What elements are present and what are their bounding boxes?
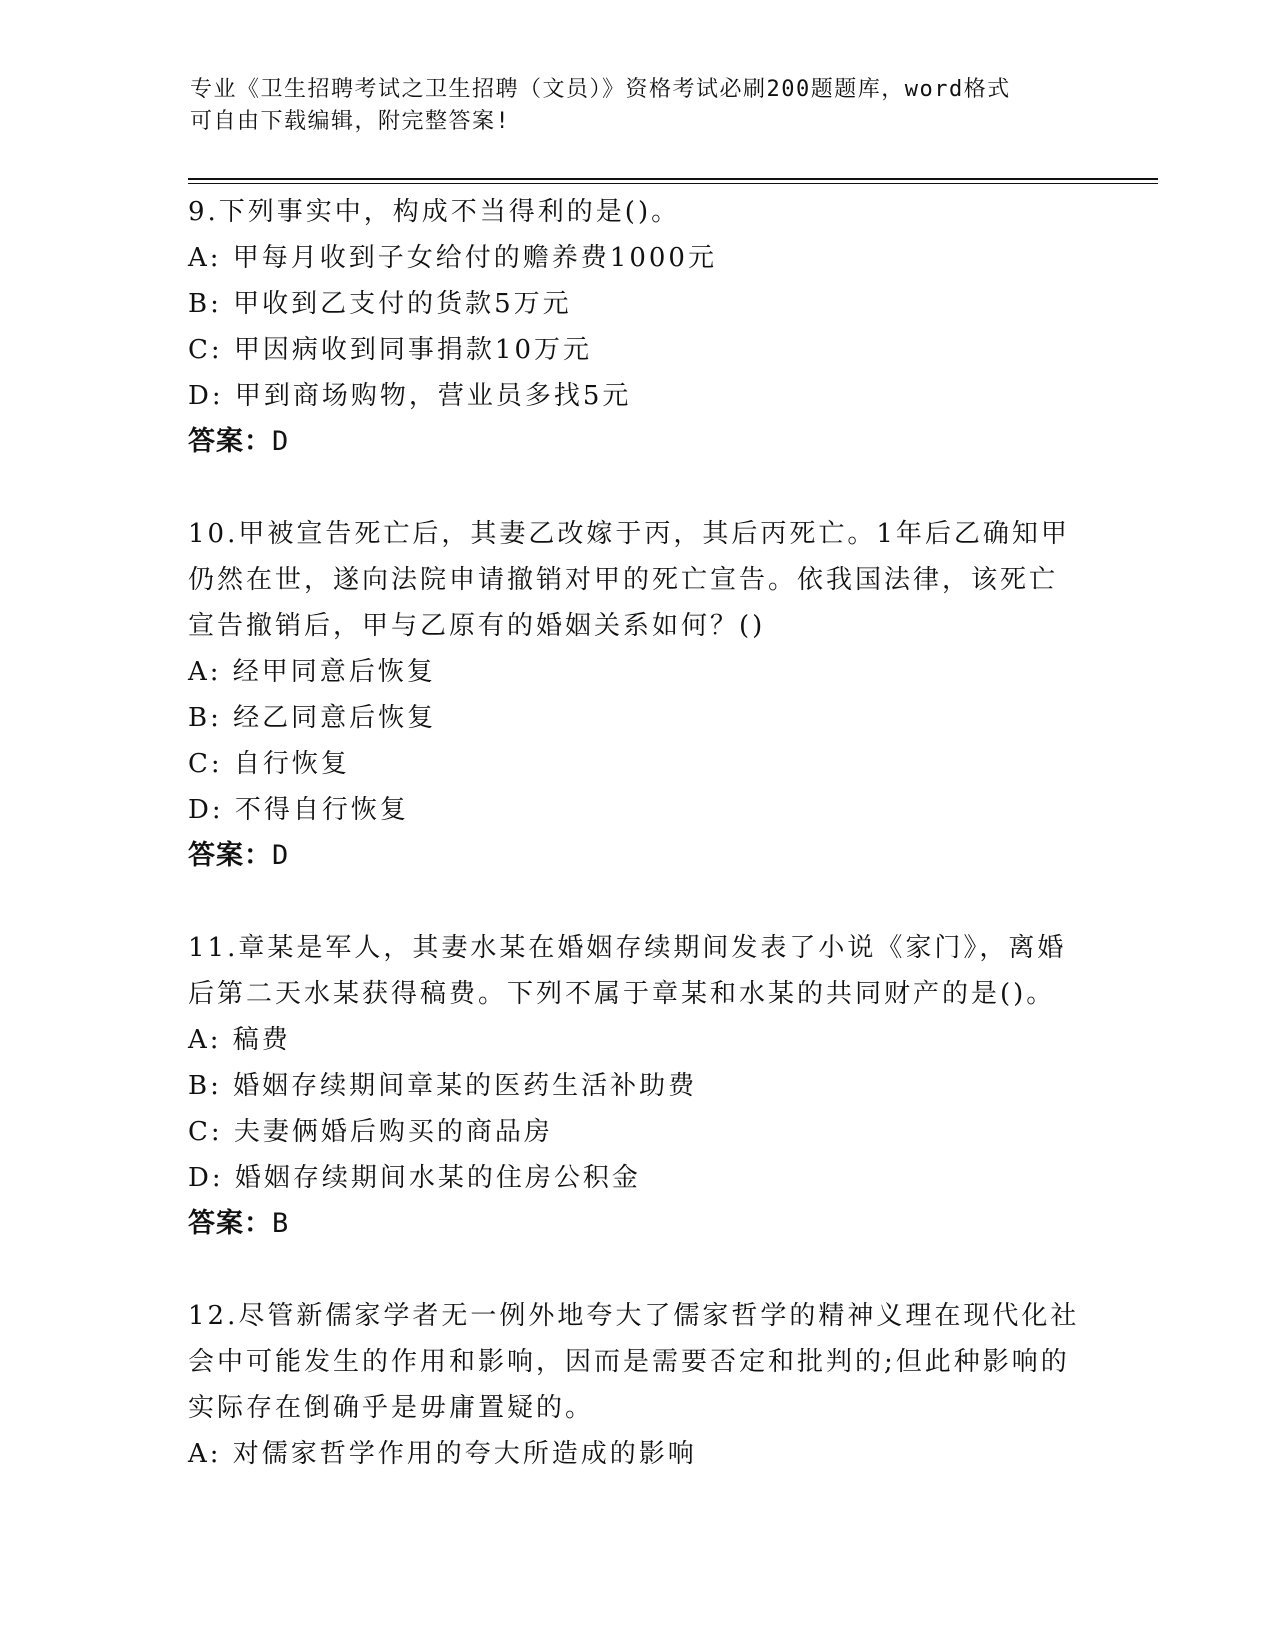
- question-text-line-2: 会中可能发生的作用和影响，因而是需要否定和批判的;但此种影响的: [188, 1347, 1070, 1377]
- document-header: [190, 74, 1090, 138]
- answer-line: [188, 833, 1088, 879]
- answer-label: 答案：: [188, 840, 272, 871]
- option-a: A: 稿费: [188, 1025, 291, 1055]
- question-text: 9.下列事实中，构成不当得利的是()。: [188, 197, 681, 227]
- header-divider-thin: [188, 183, 1158, 184]
- header-divider-thick: [188, 178, 1158, 180]
- option-a: A: 甲每月收到子女给付的赡养费1000元: [188, 243, 717, 273]
- option-d: D: 不得自行恢复: [188, 795, 409, 825]
- question-text-line-3: 实际存在倒确乎是毋庸置疑的。: [188, 1393, 595, 1423]
- question-text-line-1: 11.章某是军人，其妻水某在婚姻存续期间发表了小说《家门》，离婚: [188, 933, 1067, 963]
- option-c: C: 甲因病收到同事捐款10万元: [188, 335, 593, 365]
- option-b: B: 婚姻存续期间章某的医药生活补助费: [188, 1071, 698, 1101]
- answer-label: 答案：: [188, 1208, 272, 1239]
- answer-value: D: [272, 426, 290, 457]
- option-d: D: 甲到商场购物，营业员多找5元: [188, 381, 632, 411]
- answer-value: B: [272, 1208, 290, 1239]
- header-line-2: 可自由下载编辑，附完整答案!: [190, 109, 511, 134]
- option-d: D: 婚姻存续期间水某的住房公积金: [188, 1163, 641, 1193]
- question-text-line-2: 后第二天水某获得稿费。下列不属于章某和水某的共同财产的是()。: [188, 979, 1056, 1009]
- question-text-line-3: 宣告撤销后，甲与乙原有的婚姻关系如何？(): [188, 611, 766, 641]
- question-12: [188, 1293, 1088, 1477]
- option-a: A: 对儒家哲学作用的夸大所造成的影响: [188, 1439, 697, 1469]
- answer-line: [188, 1201, 1088, 1247]
- option-c: C: 夫妻俩婚后购买的商品房: [188, 1117, 553, 1147]
- header-line-1: 专业《卫生招聘考试之卫生招聘（文员）》资格考试必刷200题题库，word格式: [190, 77, 1011, 102]
- question-11: [188, 925, 1088, 1247]
- answer-line: [188, 419, 1088, 465]
- question-10: [188, 511, 1088, 879]
- option-b: B: 经乙同意后恢复: [188, 703, 437, 733]
- option-b: B: 甲收到乙支付的货款5万元: [188, 289, 572, 319]
- question-text-line-1: 10.甲被宣告死亡后，其妻乙改嫁于丙，其后丙死亡。1年后乙确知甲: [188, 519, 1070, 549]
- answer-value: D: [272, 840, 290, 871]
- question-9: [188, 189, 1088, 465]
- answer-label: 答案：: [188, 426, 272, 457]
- option-a: A: 经甲同意后恢复: [188, 657, 436, 687]
- option-c: C: 自行恢复: [188, 749, 350, 779]
- question-text-line-1: 12.尽管新儒家学者无一例外地夸大了儒家哲学的精神义理在现代化社: [188, 1301, 1080, 1331]
- question-list: [188, 189, 1088, 1523]
- question-text-line-2: 仍然在世，遂向法院申请撤销对甲的死亡宣告。依我国法律，该死亡: [188, 565, 1059, 595]
